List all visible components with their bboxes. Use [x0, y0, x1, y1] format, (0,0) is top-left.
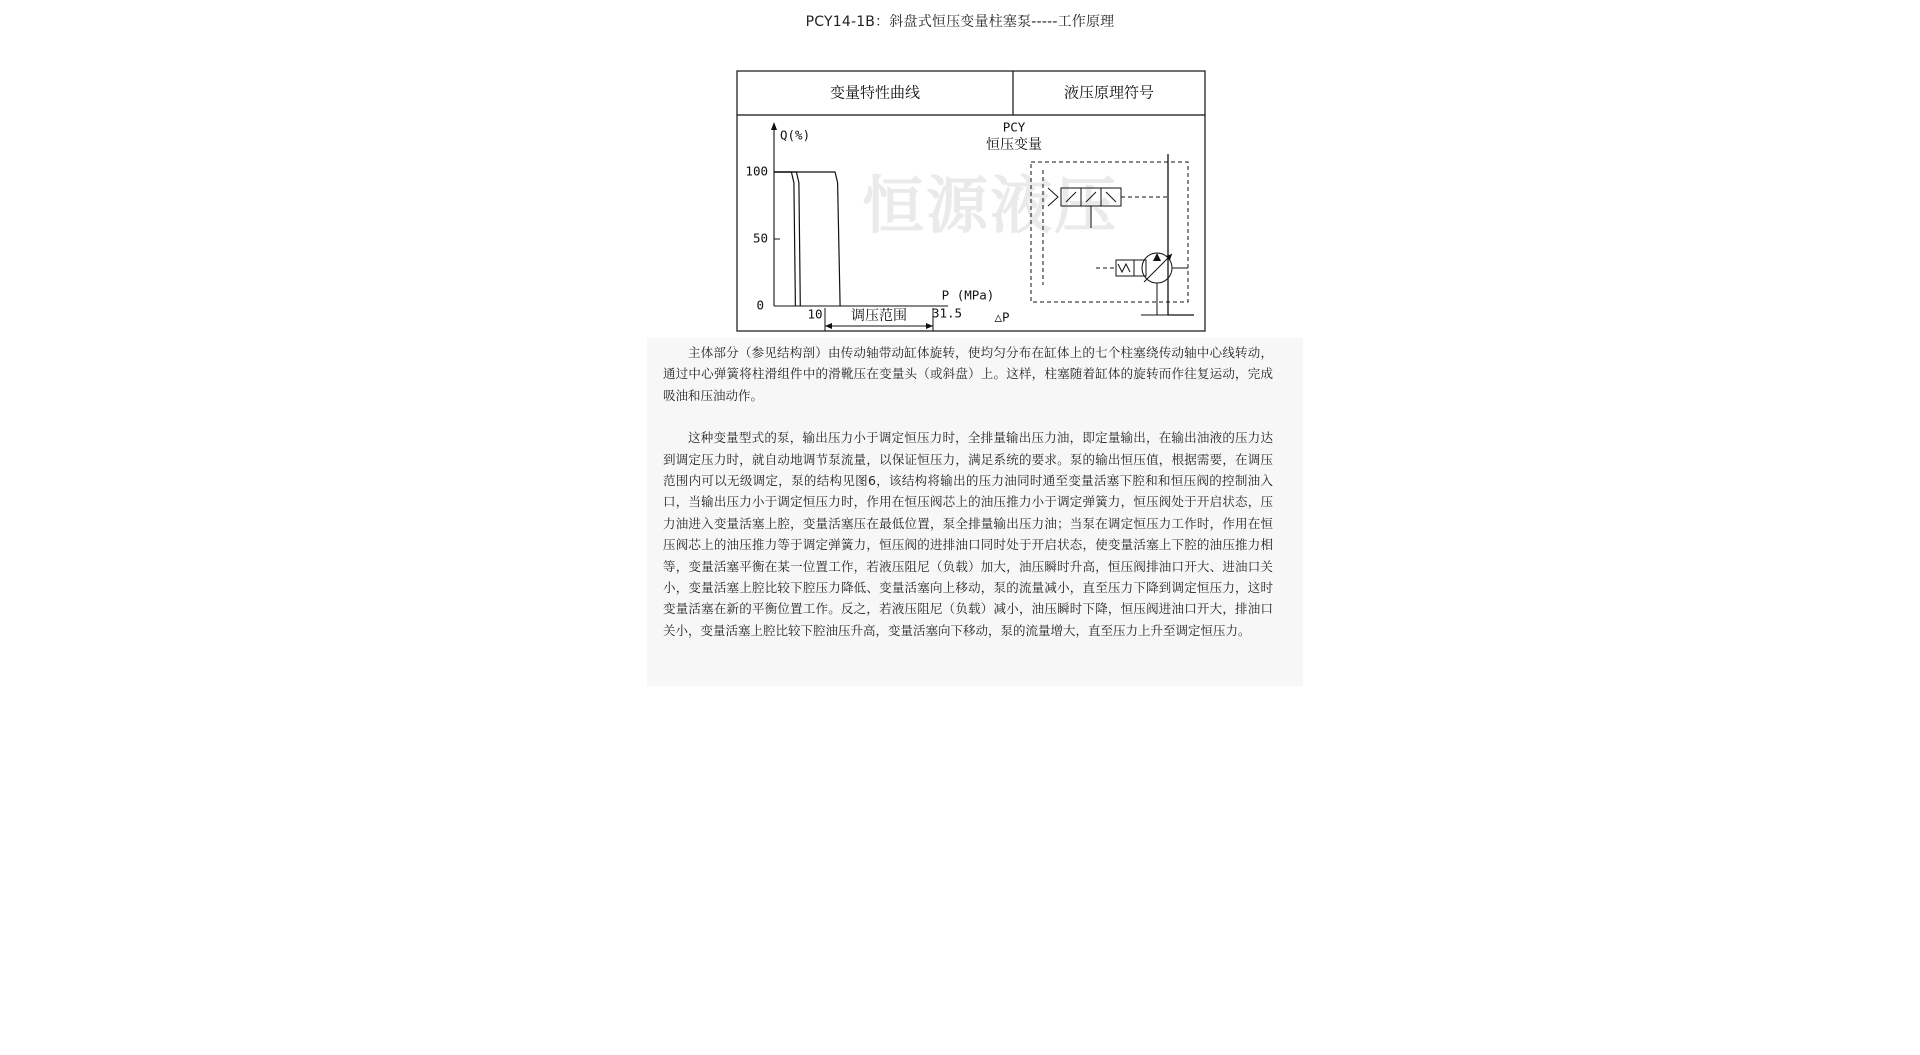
y-tick-label-50: 50	[752, 230, 768, 246]
paragraph-structure: 主体部分（参见结构剖）由传动轴带动缸体旋转，使均匀分布在缸体上的七个柱塞绕传动轴中心线转动，通过中心弹簧将柱滑组件中的滑靴压在变量头（或斜盘）上。这样，柱塞随着缸体的旋转而作往复运动，完成吸油和压油动作。	[663, 345, 1273, 403]
description-text	[647, 338, 1303, 686]
figure-panel	[736, 70, 1206, 332]
y-tick-label-100: 100	[745, 163, 768, 179]
x-axis-label: P (MPa)	[941, 287, 995, 303]
page-title: PCY14-1B：斜盘式恒压变量柱塞泵-----工作原理	[805, 14, 1115, 30]
header-characteristic-curve: 变量特性曲线	[829, 83, 921, 102]
y-tick-label-0: 0	[756, 297, 764, 313]
x-tick-label-10: 10	[807, 306, 823, 322]
watermark-text: 恒源液压	[861, 169, 1119, 243]
delta-p-label: △P	[994, 309, 1010, 325]
header-hydraulic-symbol: 液压原理符号	[1063, 83, 1155, 102]
chart-title-line2: 恒压变量	[986, 137, 1042, 153]
chart-title-line1: PCY	[1002, 119, 1026, 135]
figure-svg	[736, 70, 1206, 332]
paragraph-principle: 这种变量型式的泵，输出压力小于调定恒压力时，全排量输出压力油，即定量输出，在输出油液的压力达到调定压力时，就自动地调节泵流量，以保证恒压力，满足系统的要求。泵的输出恒压值，根据需要，在调压范围内可以无级调定，泵的结构见图6，该结构将输出的压力油同时通至变量活塞下腔和和恒压阀的控制油入口，当输出压力小于调定恒压力时，作用在恒压阀芯上的油压推力小于调定弹簧力，恒压阀处于开启状态，压力油进入变量活塞上腔，变量活塞压在最低位置，泵全排量输出压力油；当泵在调定恒压力工作时，作用在恒压阀芯上的油压推力等于调定弹簧力，恒压阀的进排油口同时处于开启状态，使变量活塞上下腔的油压推力相等，变量活塞平衡在某一位置工作，若液压阻尼（负载）加大，油压瞬时升高，恒压阀排油口开大、进油口关小，变量活塞上腔比较下腔压力降低、变量活塞向上移动，泵的流量减小，直至压力下降到调定恒压力，这时变量活塞在新的平衡位置工作。反之，若液压阻尼（负载）减小，油压瞬时下降，恒压阀进油口开大，排油口关小，变量活塞上腔比较下腔油压升高，变量活塞向下移动，泵的流量增大，直至压力上升至调定恒压力。	[663, 430, 1273, 638]
y-axis-label: Q(%)	[780, 127, 811, 143]
x-tick-label-31-5: 31.5	[931, 305, 963, 321]
range-label: 调压范围	[851, 308, 907, 324]
